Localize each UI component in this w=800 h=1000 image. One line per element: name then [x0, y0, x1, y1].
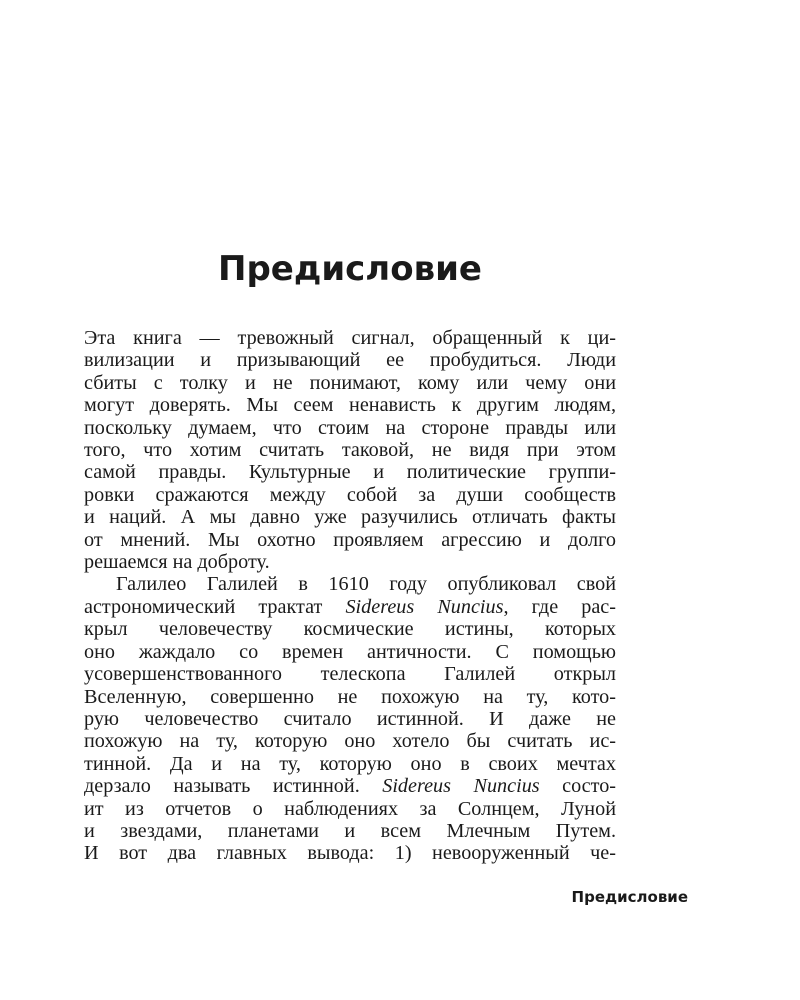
text-line: ит из отчетов о наблюдениях за Солнцем, Луной: [84, 797, 616, 820]
text-line: астрономический трактат Sidereus Nuncius, где рас-: [84, 595, 616, 618]
text-line: ровки сражаются между собой за души сообществ: [84, 483, 616, 506]
text-line: Галилео Галилей в 1610 году опубликовал свой: [116, 573, 616, 596]
text-line: оно жаждало со времен античности. С помощью: [84, 640, 616, 663]
paragraph-2: [84, 573, 616, 864]
text-line: сбиты с толку и не понимают, кому или чему они: [84, 371, 616, 394]
text-line: самой правды. Культурные и политические группи-: [84, 461, 616, 484]
text-line: вилизации и призывающий ее пробудиться. Люди: [84, 349, 616, 372]
running-footer-title: Предисловие: [571, 888, 688, 906]
text-line: поскольку думаем, что стоим на стороне правды или: [84, 416, 616, 439]
text-line: от мнений. Мы охотно проявляем агрессию и долго: [84, 528, 616, 551]
text-line: Вселенную, совершенно не похожую на ту, кото-: [84, 685, 616, 708]
text-line: похожую на ту, которую оно хотело бы считать ис-: [84, 730, 616, 753]
text-line: крыл человечеству космические истины, которых: [84, 618, 616, 641]
text-line: могут доверять. Мы сеем ненависть к другим людям,: [84, 394, 616, 417]
text-line: усовершенствованного телескопа Галилей открыл: [84, 663, 616, 686]
body-text: [84, 327, 616, 865]
text-line: решаемся на доброту.: [84, 551, 270, 574]
text-line: и звездами, планетами и всем Млечным Путем.: [84, 819, 616, 842]
chapter-title: Предисловие: [218, 249, 482, 289]
text-line: тинной. Да и на ту, которую оно в своих мечтах: [84, 752, 616, 775]
text-line: рую человечество считало истинной. И даже не: [84, 707, 616, 730]
text-line: и наций. А мы давно уже разучились отличать факты: [84, 506, 616, 529]
text-line: дерзало называть истинной. Sidereus Nuncius состо-: [84, 775, 617, 798]
text-line: И вот два главных вывода: 1) невооруженный че-: [84, 842, 616, 865]
text-line: того, что хотим считать таковой, не видя при этом: [84, 439, 616, 462]
text-line: Эта книга — тревожный сигнал, обращенный к ци-: [84, 327, 616, 349]
paragraph-1: [84, 327, 616, 573]
